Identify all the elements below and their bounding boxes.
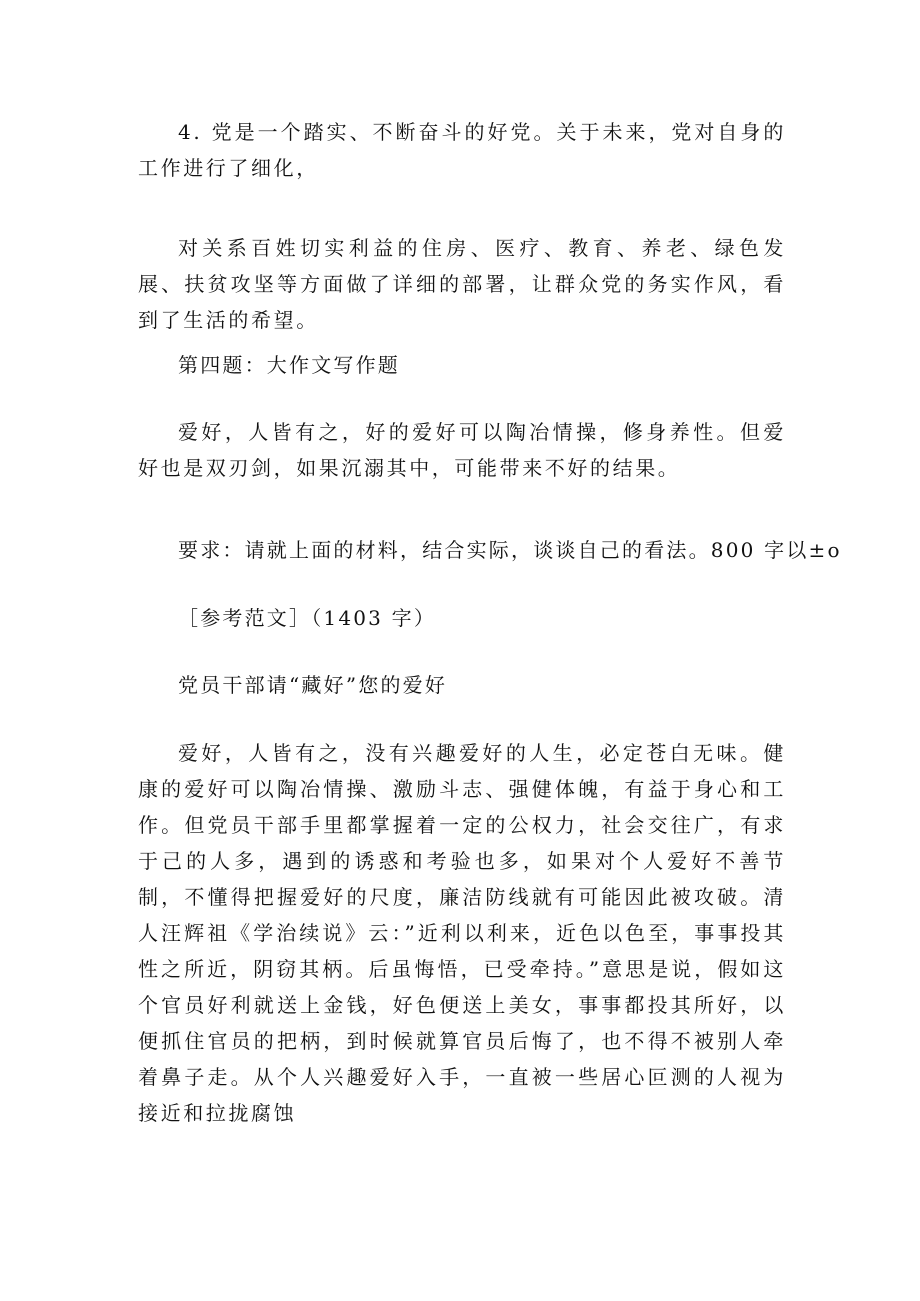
paragraph-people-livelihood: 对关系百姓切实利益的住房、医疗、教育、养老、绿色发展、扶贫攻坚等方面做了详细的部署，让群众党的务实作风，看到了生活的希望。: [138, 236, 786, 332]
paragraph-hobby-material: 爱好，人皆有之，好的爱好可以陶冶情操，修身养性。但爱好也是双刃剑，如果沉溺其中，可能带来不好的结果。: [138, 420, 786, 480]
section-heading: 第四题：大作文写作题: [178, 353, 400, 377]
requirement-text: 要求：请就上面的材料，结合实际，谈谈自己的看法。800 字以±o: [178, 538, 842, 562]
essay-body-paragraph: 爱好，人皆有之，没有兴趣爱好的人生，必定苍白无味。健康的爱好可以陶冶情操、激励斗志、强健体魄，有益于身心和工作。但党员干部手里都掌握着一定的公权力，社会交往广，有求于己的人多，遇到的诱惑和考验也多，如果对个人爱好不善节制，不懂得把握爱好的尺度，廉洁防线就有可能因此被攻破。清人汪辉祖《学治续说》云：”近利以利来，近色以色至，事事投其性之所近，阴窃其柄。后虽悔悟，已受牵持。”意思是说，假如这个官员好利就送上金钱，好色便送上美女，事事都投其所好，以便抓住官员的把柄，到时候就算官员后悔了，也不得不被别人牵着鼻子走。从个人兴趣爱好入手，一直被一些居心叵测的人视为接近和拉拢腐蚀: [138, 741, 786, 1125]
paragraph-party-future: 4. 党是一个踏实、不断奋斗的好党。关于未来，党对自身的工作进行了细化，: [138, 120, 786, 180]
essay-title: 党员干部请“藏好”您的爱好: [178, 673, 448, 697]
reference-label: ［参考范文］（1403 字）: [178, 606, 437, 630]
